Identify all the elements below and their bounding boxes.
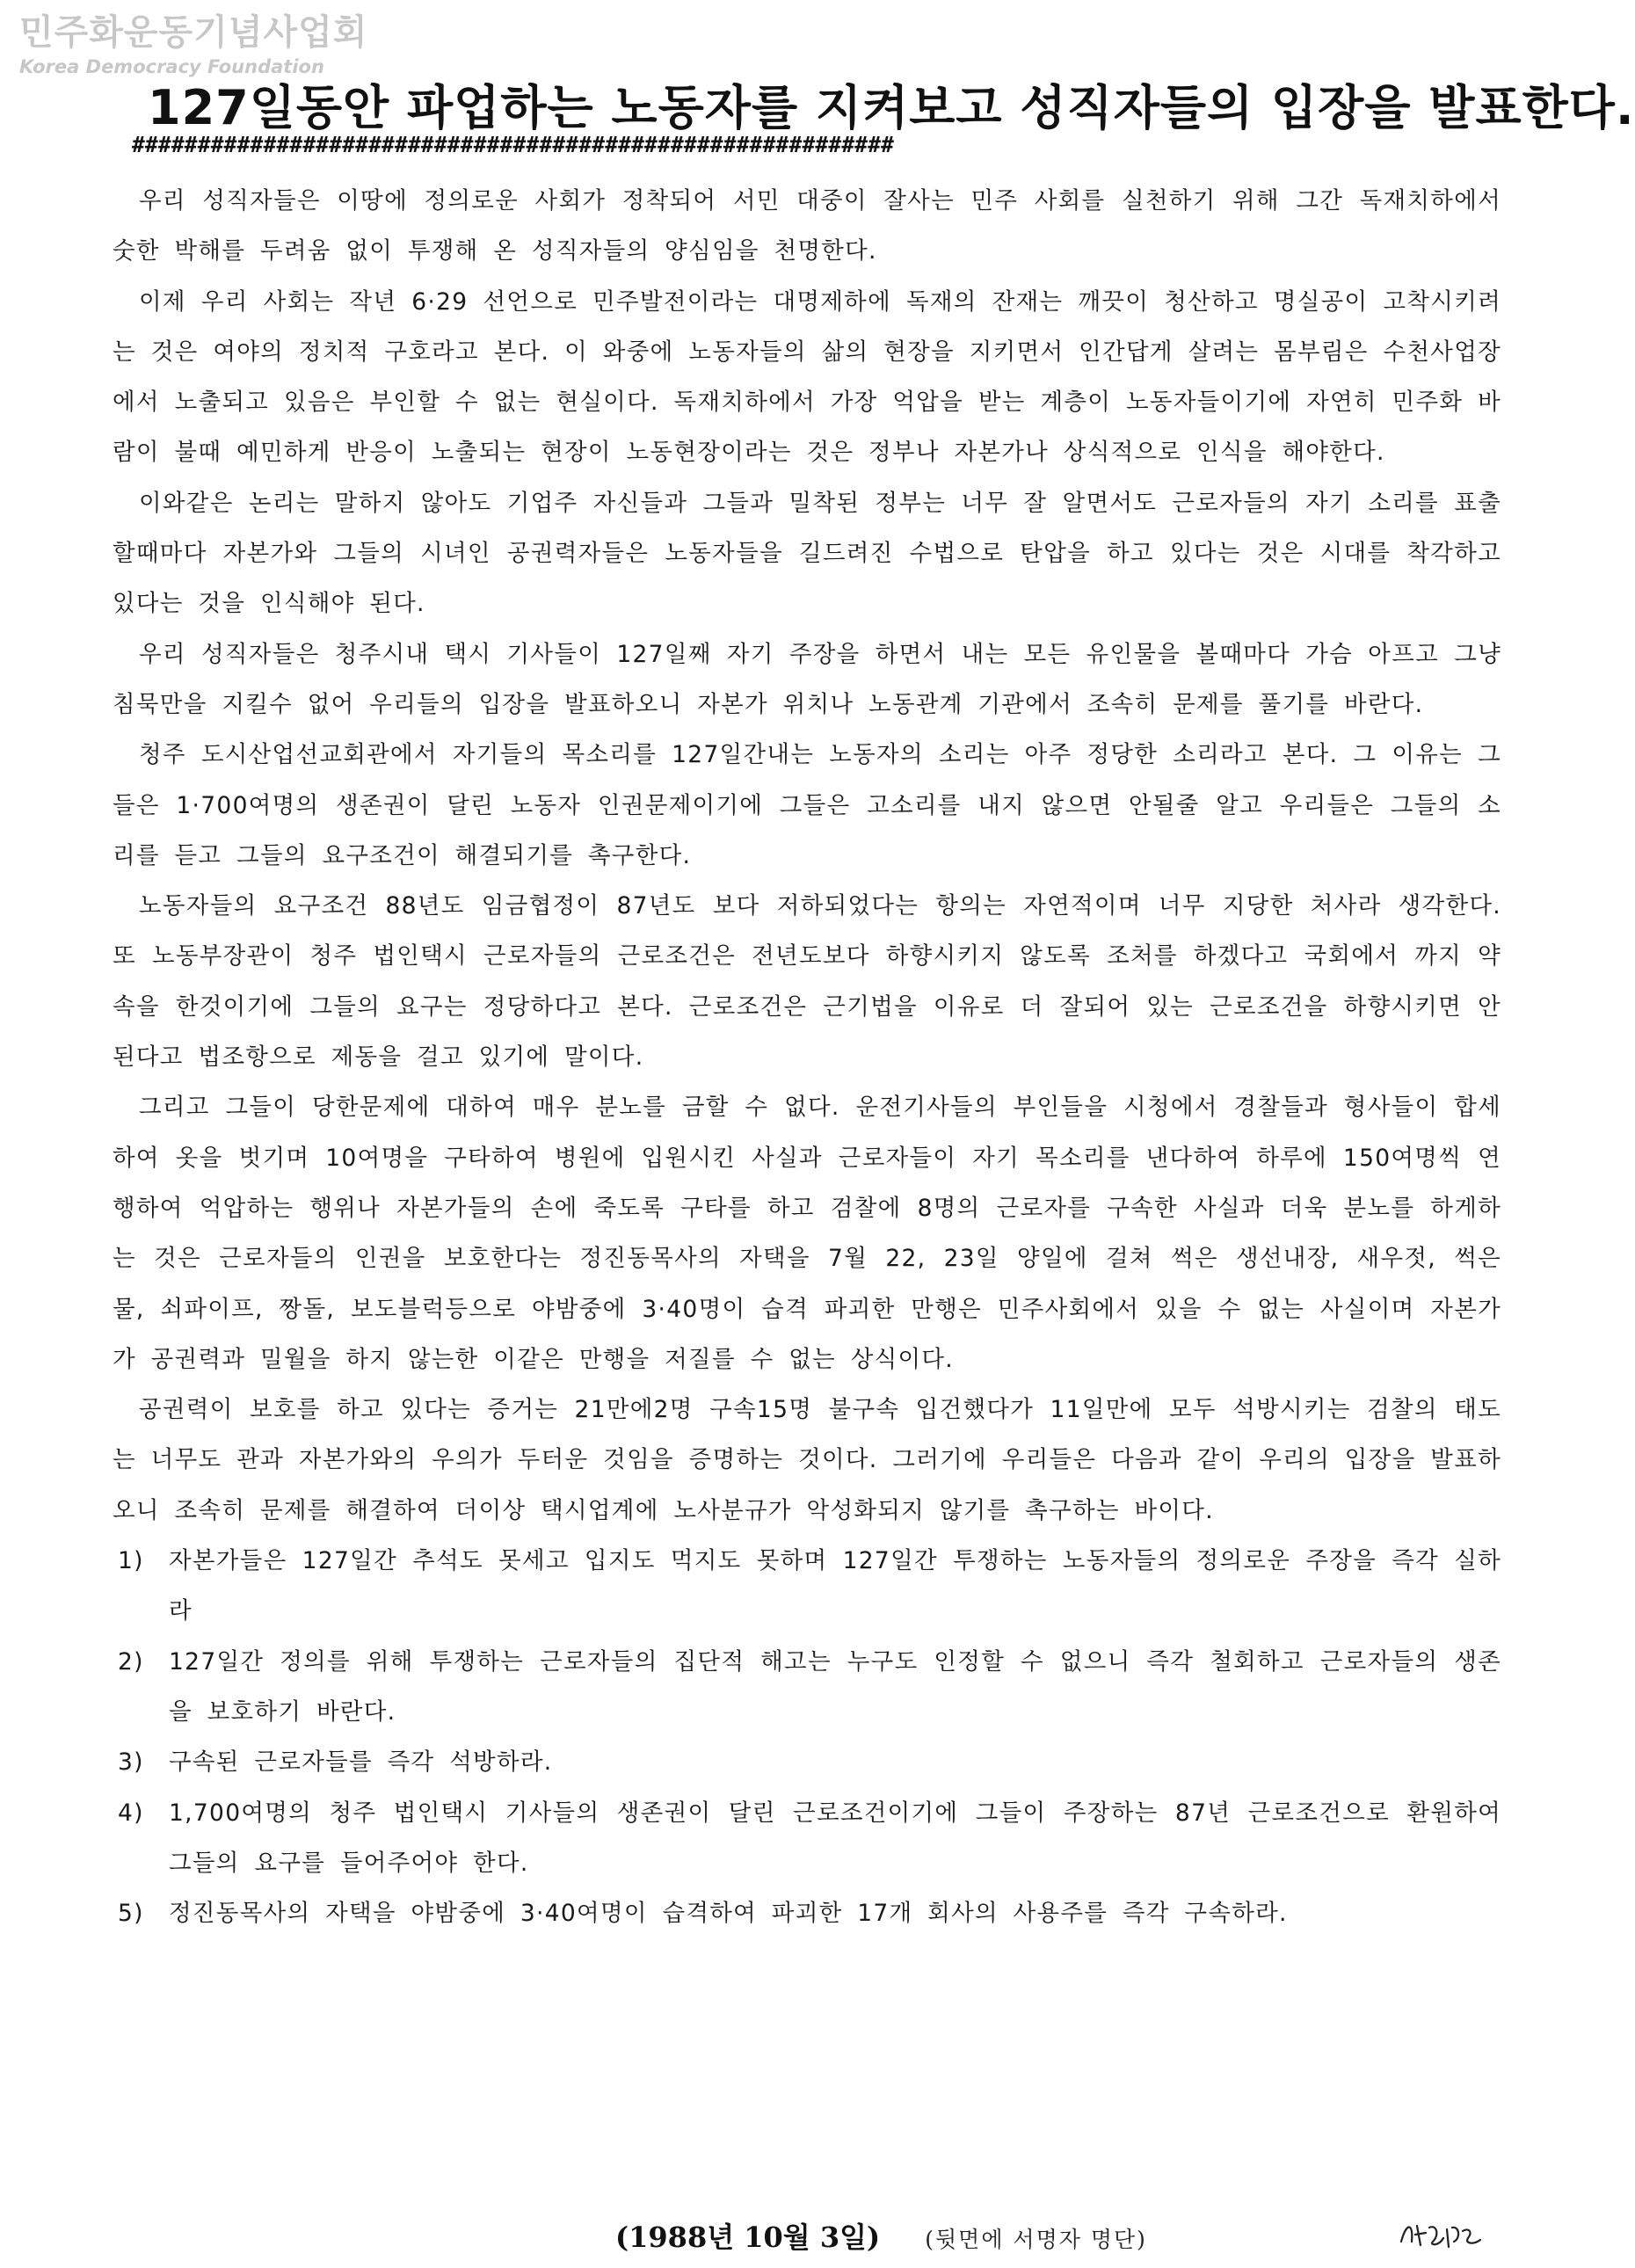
- demand-text: 1,700여명의 청주 법인택시 기사들의 생존권이 달린 근로조건이기에 그들이 주장하는 87년 근로조건으로 환원하여 그들의 요구를 들어주어야 한다.: [169, 1799, 1501, 1877]
- paragraph: 노동자들의 요구조건 88년도 임금협정이 87년도 보다 저하되었다는 항의는 자연적이며 너무 지당한 처사라 생각한다. 또 노동부장관이 청주 법인택시 근로자들의 근로조건은 전년도보다 하향시키지 않도록 조처를 하겠다고 국회에서 까지 약속을 한것이기에 그들의 요구는 정당하다고 본다. 근로조건은 근기법을 이유로 더 잘되어 있는 근로조건을 하향시키면 안된다고 법조항으로 제동을 걸고 있기에 말이다.: [113, 892, 1501, 1072]
- paragraph: 이와같은 논리는 말하지 않아도 기업주 자신들과 그들과 밀착된 정부는 너무 잘 알면서도 근로자들의 자기 소리를 표출할때마다 자본가와 그들의 시녀인 공권력자들은 노동자들을 길드려진 수법으로 탄압을 하고 있다는 것은 시대를 착각하고 있다는 것을 인식해야 된다.: [113, 489, 1501, 618]
- watermark-english: Korea Democracy Foundation: [19, 56, 324, 77]
- demand-item: [113, 1536, 1501, 1637]
- demand-item: [113, 1637, 1501, 1738]
- issue-date: (1988년 10월 3일): [615, 2221, 881, 2254]
- paragraph: 그리고 그들이 당한문제에 대하여 매우 분노를 금할 수 없다. 운전기사들의 부인들을 시청에서 경찰들과 형사들이 합세하여 옷을 벗기며 10여명을 구타하여 병원에 입원시킨 사실과 근로자들이 자기 목소리를 낸다하여 하루에 150여명씩 연행하여 억압하는 행위나 자본가들의 손에 죽도록 구타를 하고 검찰에 8명의 근로자를 구속한 사실과 더욱 분노를 하게하는 것은 근로자들의 인권을 보호한다는 정진동목사의 자택을 7월 22, 23일 양일에 걸쳐 썩은 생선내장, 새우젓, 썩은 물, 쇠파이프, 짱돌, 보도블럭등으로 야밤중에 3·40명이 습격 파괴한 만행은 민주사회에서 있을 수 없는 사실이며 자본가가 공권력과 밀월을 하지 않는한 이같은 만행을 저질를 수 없는 상식이다.: [113, 1094, 1501, 1373]
- demand-text: 127일간 정의를 위해 투쟁하는 근로자들의 집단적 해고는 누구도 인정할 수 없으니 즉각 철회하고 근로자들의 생존을 보호하기 바란다.: [169, 1647, 1501, 1726]
- demand-number: 2): [118, 1647, 144, 1676]
- demand-text: 구속된 근로자들를 즉각 석방하라.: [169, 1748, 553, 1777]
- title-separator: ##########################################################: [132, 132, 895, 157]
- paragraph: 청주 도시산업선교회관에서 자기들의 목소리를 127일간내는 노동자의 소리는 아주 정당한 소리라고 본다. 그 이유는 그들은 1·700여명의 생존권이 달린 노동자 인권문제이기에 그들은 고소리를 내지 않으면 안될줄 알고 우리들은 그들의 소리를 듣고 그들의 요구조건이 해결되기를 촉구한다.: [113, 741, 1501, 869]
- document-title: 127일동안 파업하는 노동자를 지켜보고 성직자들의 입장을 발표한다.: [148, 80, 1635, 135]
- signatory-note: (뒷면에 서명자 명단): [925, 2227, 1147, 2252]
- demand-item: [113, 1888, 1501, 1938]
- paragraph: 공권력이 보호를 하고 있다는 증거는 21만에2명 구속15명 불구속 입건했다가 11일만에 모두 석방시키는 검찰의 태도는 너무도 관과 자본가와의 우의가 두터운 것임을 증명하는 것이다. 그러기에 우리들은 다음과 같이 우리의 입장을 발표하오니 조속히 문제를 해결하여 더이상 택시업계에 노사분규가 악성화되지 않기를 촉구하는 바이다.: [113, 1396, 1501, 1524]
- demand-number: 1): [118, 1547, 144, 1575]
- paragraph: 이제 우리 사회는 작년 6·29 선언으로 민주발전이라는 대명제하에 독재의 잔재는 깨끗이 청산하고 명실공이 고착시키려는 것은 여야의 정치적 구호라고 본다. 이 와중에 노동자들의 삶의 현장을 지키면서 인간답게 살려는 몸부림은 수천사업장에서 노출되고 있음은 부인할 수 없는 현실이다. 독재치하에서 가장 억압을 받는 계층이 노동자들이기에 자연히 민주화 바람이 불때 예민하게 반응이 노출되는 현장이 노동현장이라는 것은 정부나 자본가나 상식적으로 인식을 해야한다.: [113, 287, 1501, 467]
- handwritten-signature: [1398, 2215, 1486, 2254]
- paragraph: 우리 성직자들은 이땅에 정의로운 사회가 정착되어 서민 대중이 잘사는 민주 사회를 실천하기 위해 그간 독재치하에서 숫한 박해를 두려움 없이 투쟁해 온 성직자들의 양심임을 천명한다.: [113, 187, 1501, 265]
- demand-text: 정진동목사의 자택을 야밤중에 3·40여명이 습격하여 파괴한 17개 회사의 사용주를 즉각 구속하라.: [169, 1900, 1288, 1928]
- demand-number: 4): [118, 1799, 144, 1827]
- demand-number: 5): [118, 1900, 144, 1928]
- paragraph: 우리 성직자들은 청주시내 택시 기사들이 127일째 자기 주장을 하면서 내는 모든 유인물을 볼때마다 가슴 아프고 그냥 침묵만을 지킬수 없어 우리들의 입장을 발표하오니 자본가 위치나 노동관계 기관에서 조속히 문제를 풀기를 바란다.: [113, 640, 1501, 718]
- demand-item: [113, 1788, 1501, 1889]
- demand-list: [113, 1536, 1501, 1938]
- foundation-watermark: [19, 12, 367, 77]
- document-body: [113, 176, 1501, 1938]
- document-footer: [615, 2215, 1147, 2256]
- watermark-korean: 민주화운동기념사업회: [19, 12, 368, 53]
- demand-item: [113, 1737, 1501, 1787]
- demand-text: 자본가들은 127일간 추석도 못세고 입지도 먹지도 못하며 127일간 투쟁하는 노동자들의 정의로운 주장을 즉각 실하라: [169, 1547, 1501, 1625]
- demand-number: 3): [118, 1748, 144, 1777]
